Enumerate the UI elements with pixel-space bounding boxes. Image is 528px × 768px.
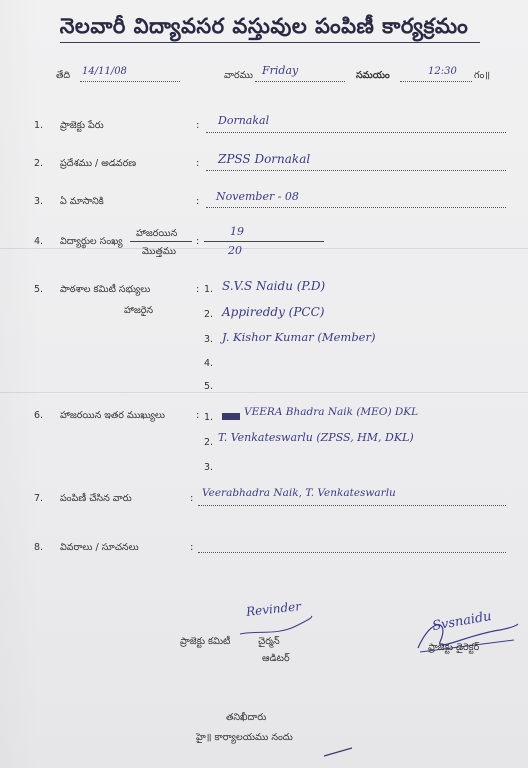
students-total-value: 20 [228,244,242,257]
member-number: 3. [204,334,214,345]
inspector-label: తనిఖీదారు [226,712,267,723]
fraction-line [204,241,324,242]
director-signature: Svsnaidu [431,608,493,635]
day-label: వారము [224,70,253,81]
project-name-label: ప్రాజెక్టు పేరు [60,120,104,131]
committee-member-1: S.V.S Naidu (P.D) [222,279,326,293]
other-attendees-label: హాజరయిన ఇతర ముఖ్యులు [60,410,165,421]
chairman-signature: Revinder [245,599,302,619]
member-number: 1. [204,284,214,295]
day-value: Friday [262,64,299,77]
title-underline [60,42,480,43]
pen-mark [322,744,362,758]
project-name-value: Dornakal [218,114,270,127]
month-value: November - 08 [216,190,299,203]
row-number: 8. [34,542,44,553]
row-number: 3. [34,196,44,207]
office-location-label: హై॥ కార్యాలయము నందు [196,732,293,743]
member-number: 2. [204,309,214,320]
other-attendee-2: T. Venkateswarlu (ZPSS, HM, DKL) [218,431,414,444]
distributed-by-label: పంపిణీ చేసిన వారు [60,493,132,504]
colon: : [190,493,194,504]
date-label: తేది [56,70,71,81]
colon: : [196,236,200,247]
colon: : [196,410,200,421]
dotted-line [206,132,506,133]
time-dotted-line [400,81,472,82]
date-value: 14/11/08 [82,66,127,77]
project-director-label: ప్రాజెక్టు డైరెక్టర్ [428,642,480,653]
students-present-label: హాజరయిన [136,228,178,239]
colon: : [196,158,200,169]
attendee-number: 3. [204,462,214,473]
distributed-by-value: Veerabhadra Naik, T. Venkateswarlu [202,487,396,499]
students-total-label: మొత్తము [142,246,177,257]
other-attendee-1: VEERA Bhadra Naik (MEO) DKL [244,406,419,418]
member-number: 5. [204,381,214,392]
dotted-line [206,207,506,208]
committee-members-label: పాఠశాల కమిటీ సభ్యులు [60,284,151,295]
colon: : [190,542,194,553]
colon: : [196,196,200,207]
time-value: 12:30 [428,66,457,77]
auditor-label: ఆడిటర్ [262,653,290,664]
date-dotted-line [80,81,180,82]
document-title: నెలవారీ విద్యావసర వస్తువుల పంపిణీ కార్యక్రమం [59,14,469,38]
time-suffix: గం॥ [474,70,491,81]
row-number: 4. [34,236,44,247]
place-label: ప్రదేశము / అడవరణ [60,158,137,169]
day-dotted-line [255,81,345,82]
fraction-line [130,241,192,242]
remarks-label: వివరాలు / సూచనలు [60,542,139,553]
row-number: 2. [34,158,44,169]
committee-present-label: హాజరైన [124,305,154,316]
row-number: 1. [34,120,44,131]
committee-member-2: Appireddy (PCC) [222,305,325,319]
project-committee-label: ప్రాజెక్టు కమిటీ [180,636,231,647]
dotted-line [198,552,506,553]
member-number: 4. [204,358,214,369]
students-present-value: 19 [230,225,244,238]
chairman-label: చైర్మన్ [258,636,280,647]
committee-member-3: J. Kishor Kumar (Member) [222,330,376,344]
attendee-number: 1. [204,412,214,423]
strikeout-mark [222,413,240,420]
colon: : [196,284,200,295]
students-count-label: విద్యార్థుల సంఖ్య [60,236,123,247]
row-number: 7. [34,493,44,504]
paper-fold-line [0,392,528,393]
dotted-line [198,505,506,506]
month-label: ఏ మాసానికి [60,196,104,207]
time-label: సమయం [356,70,390,81]
row-number: 6. [34,410,44,421]
row-number: 5. [34,284,44,295]
colon: : [196,120,200,131]
attendee-number: 2. [204,437,214,448]
place-value: ZPSS Dornakal [218,152,311,166]
dotted-line [206,170,506,171]
